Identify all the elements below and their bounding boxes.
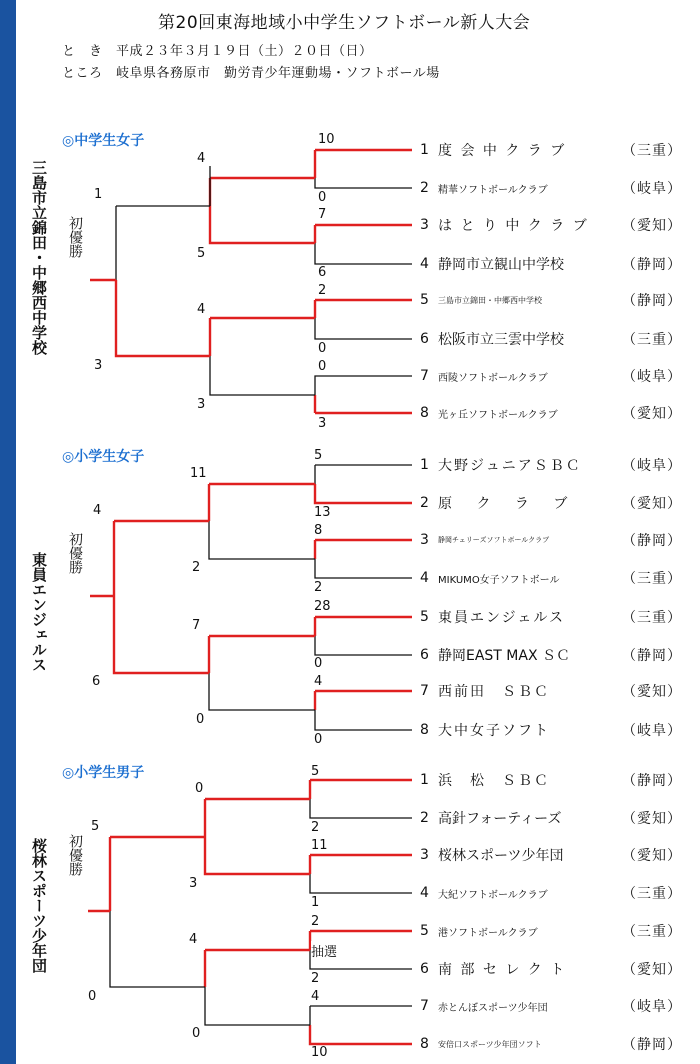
team-name: MIKUMO女子ソフトボール: [438, 574, 560, 586]
score: 6: [92, 674, 101, 689]
team-prefecture: （愛知）: [622, 218, 682, 234]
team-name: は と り 中 ク ラ ブ: [438, 218, 589, 234]
score: 4: [197, 151, 206, 166]
section-heading-middle-school-girls: ◎中学生女子: [62, 133, 145, 149]
team-row: [420, 957, 682, 981]
score: 5: [197, 246, 206, 261]
team-number: 3: [420, 217, 429, 233]
score: 5: [311, 764, 320, 779]
team-row: [420, 176, 682, 200]
place-line: ところ 岐阜県各務原市 勤労青少年運動場・ソフトボール場: [62, 66, 440, 81]
team-prefecture: （三重）: [622, 610, 682, 626]
team-number: 4: [420, 570, 429, 586]
team-row: [420, 528, 682, 552]
team-row: [420, 1032, 682, 1056]
team-number: 8: [420, 722, 429, 738]
team-prefecture: （三重）: [622, 886, 682, 902]
team-prefecture: （静岡）: [622, 648, 682, 664]
team-name: 静岡EAST MAX ＳＣ: [438, 648, 571, 664]
score: 8: [314, 523, 323, 538]
team-number: 2: [420, 180, 429, 196]
team-name: 桜林スポーツ少年団: [438, 848, 564, 864]
team-row: [420, 252, 682, 276]
score: 2: [311, 914, 320, 929]
team-name: 赤とんぼスポーツ少年団: [438, 1002, 548, 1014]
first-win-label: 初優勝: [67, 532, 83, 574]
score: 2: [318, 283, 327, 298]
score: 4: [197, 302, 206, 317]
first-win-label: 初優勝: [67, 834, 83, 876]
team-row: [420, 453, 682, 477]
team-name: 大紀ソフトボールクラブ: [438, 889, 548, 901]
team-number: 3: [420, 847, 429, 863]
team-prefecture: （静岡）: [622, 773, 682, 789]
score: 0: [318, 359, 327, 374]
first-win-label: 初優勝: [67, 216, 83, 258]
team-row: [420, 881, 682, 905]
score: 0: [318, 341, 327, 356]
score: 28: [314, 599, 331, 614]
team-row: [420, 679, 682, 703]
team-prefecture: （三重）: [622, 332, 682, 348]
score: 3: [318, 416, 327, 431]
champion-name: 桜林スポーツ少年団: [30, 838, 48, 973]
team-number: 2: [420, 495, 429, 511]
score: 4: [311, 989, 320, 1004]
team-row: [420, 288, 682, 312]
champion-name: 東員エンジェルス: [30, 552, 48, 672]
team-prefecture: （静岡）: [622, 533, 682, 549]
team-row: [420, 213, 682, 237]
score: 0: [195, 781, 204, 796]
score: 0: [88, 989, 97, 1004]
team-row: [420, 401, 682, 425]
team-row: [420, 491, 682, 515]
team-name: 浜 松 ＳＢＣ: [438, 773, 550, 789]
bracket-middle-school-girls: [90, 150, 412, 413]
score: 3: [189, 876, 198, 891]
team-name: 大野ジュニアＳＢＣ: [438, 458, 582, 474]
score: 1: [94, 187, 103, 202]
team-row: [420, 364, 682, 388]
score: 4: [189, 932, 198, 947]
team-number: 1: [420, 142, 429, 158]
score: 11: [311, 838, 328, 853]
team-prefecture: （静岡）: [622, 293, 682, 309]
team-prefecture: （愛知）: [622, 848, 682, 864]
team-number: 1: [420, 457, 429, 473]
team-row: [420, 806, 682, 830]
team-number: 7: [420, 368, 429, 384]
team-prefecture: （岐阜）: [622, 369, 682, 385]
score: 6: [318, 265, 327, 280]
score: 7: [318, 207, 327, 222]
team-prefecture: （愛知）: [622, 406, 682, 422]
score: 0: [314, 656, 323, 671]
team-number: 8: [420, 405, 429, 421]
team-name: 三島市立錦田・中郷西中学校: [438, 295, 542, 305]
team-name: 港ソフトボールクラブ: [438, 927, 538, 939]
team-number: 8: [420, 1036, 429, 1052]
team-prefecture: （三重）: [622, 143, 682, 159]
team-name: 大中女子ソフト: [438, 723, 550, 739]
score: 11: [190, 466, 207, 481]
team-prefecture: （岐阜）: [622, 458, 682, 474]
team-row: [420, 768, 682, 792]
team-name: 東員エンジェルス: [438, 610, 565, 626]
team-row: [420, 718, 682, 742]
team-number: 5: [420, 923, 429, 939]
team-number: 1: [420, 772, 429, 788]
team-number: 4: [420, 256, 429, 272]
team-prefecture: （三重）: [622, 571, 682, 587]
date-line: と き 平成２３年３月１９日（土）２０日（日）: [62, 44, 373, 59]
champion-name: 三島市立錦田・中郷西中学校: [30, 160, 48, 355]
score: 0: [318, 190, 327, 205]
team-name: 原 ク ラ ブ: [438, 496, 570, 512]
team-prefecture: （愛知）: [622, 684, 682, 700]
team-prefecture: （愛知）: [622, 811, 682, 827]
team-name: 度 会 中 ク ラ ブ: [438, 143, 567, 159]
bracket-elementary-girls: [90, 465, 412, 730]
team-row: [420, 327, 682, 351]
team-prefecture: （岐阜）: [622, 181, 682, 197]
team-name: 西前田 ＳＢＣ: [438, 684, 550, 700]
score: 0: [196, 712, 205, 727]
team-number: 7: [420, 998, 429, 1014]
team-prefecture: （静岡）: [622, 1037, 682, 1053]
score: 3: [94, 358, 103, 373]
team-prefecture: （愛知）: [622, 962, 682, 978]
team-number: 5: [420, 609, 429, 625]
team-number: 3: [420, 532, 429, 548]
team-number: 5: [420, 292, 429, 308]
score: 13: [314, 505, 331, 520]
score: 2: [314, 580, 323, 595]
score: 0: [314, 732, 323, 747]
team-number: 6: [420, 647, 429, 663]
team-row: [420, 605, 682, 629]
score: 5: [91, 819, 100, 834]
team-number: 2: [420, 810, 429, 826]
score: 10: [311, 1045, 328, 1060]
score: 10: [318, 132, 335, 147]
team-name: 静岡チェリーズソフトボールクラブ: [438, 536, 550, 544]
team-name: 安倍口スポーツ少年団ソフト: [438, 1039, 542, 1049]
team-prefecture: （静岡）: [622, 257, 682, 273]
team-name: 精華ソフトボールクラブ: [438, 184, 548, 196]
team-prefecture: （三重）: [622, 924, 682, 940]
team-name: 高針フォーティーズ: [438, 811, 562, 827]
team-row: [420, 138, 682, 162]
score: 1: [311, 895, 320, 910]
team-name: 南 部 セ レ ク ト: [438, 962, 567, 978]
score: 2: [311, 820, 320, 835]
score: 2: [311, 971, 320, 986]
team-number: 6: [420, 331, 429, 347]
team-number: 4: [420, 885, 429, 901]
score: 4: [314, 674, 323, 689]
score: 0: [192, 1026, 201, 1041]
team-number: 7: [420, 683, 429, 699]
lottery-label: 抽選: [311, 941, 337, 960]
score: 4: [93, 503, 102, 518]
score: 3: [197, 397, 206, 412]
team-row: [420, 643, 682, 667]
team-prefecture: （岐阜）: [622, 723, 682, 739]
team-name: 光ヶ丘ソフトボールクラブ: [438, 409, 558, 421]
team-prefecture: （愛知）: [622, 496, 682, 512]
team-row: [420, 919, 682, 943]
section-heading-elementary-boys: ◎小学生男子: [62, 765, 145, 781]
team-name: 西陵ソフトボールクラブ: [438, 372, 548, 384]
team-name: 松阪市立三雲中学校: [438, 332, 564, 348]
section-heading-elementary-girls: ◎小学生女子: [62, 449, 145, 465]
score: 5: [314, 448, 323, 463]
team-row: [420, 566, 682, 590]
team-name: 静岡市立観山中学校: [438, 257, 564, 273]
team-prefecture: （岐阜）: [622, 999, 682, 1015]
team-row: [420, 994, 682, 1018]
bracket-elementary-boys: [88, 780, 412, 1044]
page-title: 第20回東海地域小中学生ソフトボール新人大会: [158, 13, 531, 33]
score: 7: [192, 618, 201, 633]
score: 2: [192, 560, 201, 575]
team-number: 6: [420, 961, 429, 977]
team-row: [420, 843, 682, 867]
